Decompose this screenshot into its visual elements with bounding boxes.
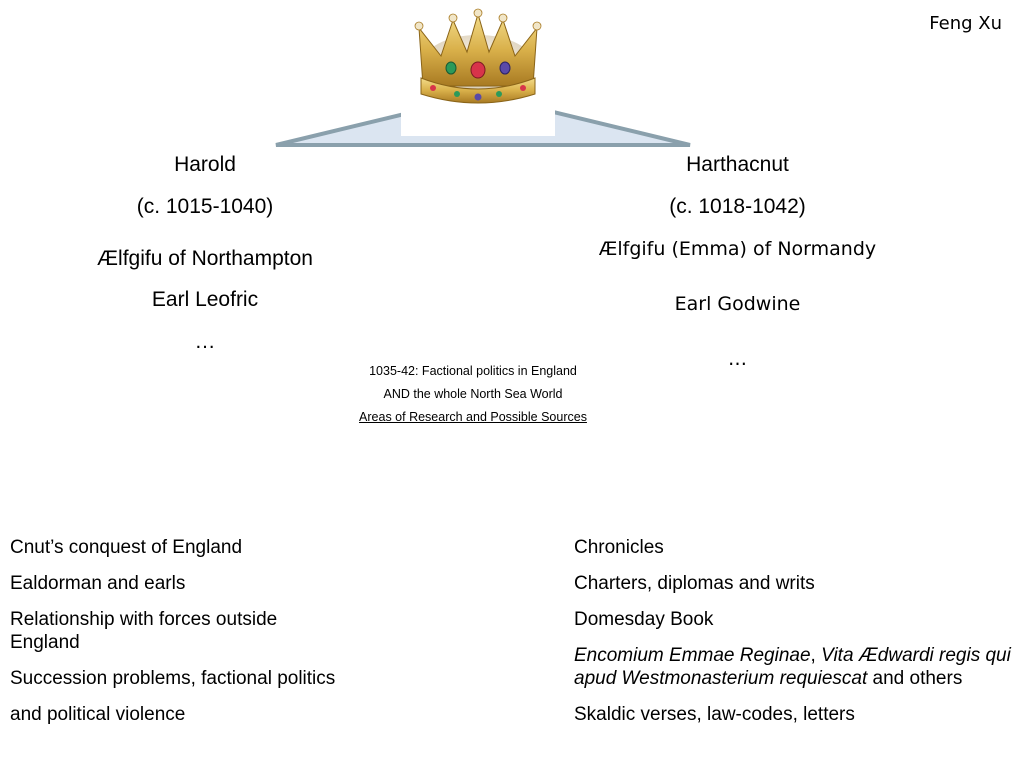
- list-item: Succession problems, factional politics: [10, 668, 336, 689]
- list-item: and political violence: [10, 704, 186, 725]
- center-title-line1: 1035-42: Factional politics in England: [369, 364, 577, 378]
- list-item: Cnut’s conquest of England: [10, 537, 243, 558]
- center-title-link[interactable]: Areas of Research and Possible Sources: [359, 410, 587, 424]
- list-item-literary-sources: [574, 644, 1019, 690]
- right-candidate-dates: (c. 1018-1042): [669, 195, 806, 218]
- list-item: Relationship with forces outside England: [10, 609, 278, 653]
- right-candidate-supporter: Earl Godwine: [674, 293, 801, 315]
- crown-icon: [401, 8, 555, 108]
- source-separator: ,: [810, 645, 822, 666]
- crown-image: [401, 8, 555, 136]
- research-topics-list: [10, 536, 370, 739]
- list-item: Chronicles: [574, 537, 664, 558]
- author-name: Feng Xu: [929, 13, 1002, 34]
- center-title-line2: AND the whole North Sea World: [383, 387, 563, 401]
- center-title-block: [328, 360, 618, 429]
- list-item: Ealdorman and earls: [10, 573, 186, 594]
- sources-list: [574, 536, 1019, 739]
- left-candidate-supporter: Earl Leofric: [151, 288, 259, 311]
- list-item: Charters, diplomas and writs: [574, 573, 815, 594]
- right-candidate-ellipsis: …: [728, 348, 747, 370]
- right-candidate-name: Harthacnut: [686, 153, 789, 176]
- source-title-encomium: Encomium Emmae Reginae: [574, 645, 811, 666]
- source-title-vita: Vita Ædwardi regis qui apud Westmonasterium requiescat: [574, 645, 1011, 689]
- left-candidate-dates: (c. 1015-1040): [136, 195, 274, 218]
- right-candidate-mother: Ælfgifu (Emma) of Normandy: [598, 238, 877, 260]
- list-item: Skaldic verses, law-codes, letters: [574, 704, 855, 725]
- source-tail: and others: [867, 668, 963, 689]
- left-candidate-name: Harold: [174, 153, 236, 176]
- list-item: Domesday Book: [574, 609, 714, 630]
- left-candidate-mother: Ælfgifu of Northampton: [97, 247, 313, 270]
- left-candidate-ellipsis: …: [194, 330, 216, 353]
